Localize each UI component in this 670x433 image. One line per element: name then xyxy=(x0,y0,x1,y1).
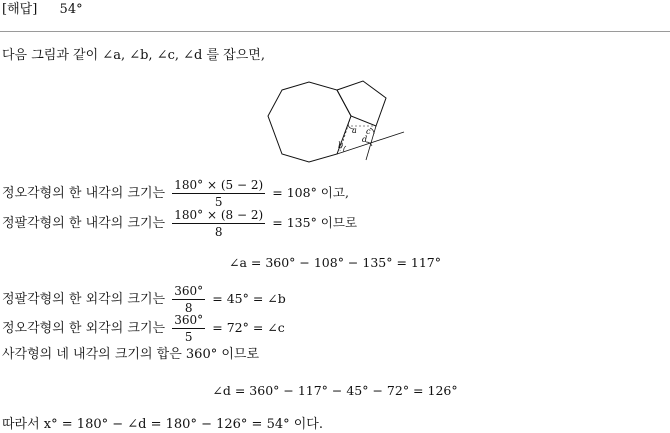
line-text: 정오각형의 한 외각의 크기는 xyxy=(2,321,166,336)
line-text: 정오각형의 한 내각의 크기는 xyxy=(2,186,166,201)
quadrilateral-sum-line: 사각형의 네 내각의 크기의 합은 360° 이므로 xyxy=(2,347,260,362)
answer-label: [해답] xyxy=(2,2,38,17)
answer-value: 54° xyxy=(59,2,83,17)
pentagon-interior-line xyxy=(2,178,349,209)
octagon-pentagon-figure xyxy=(262,76,408,168)
angle-label-a: a xyxy=(352,126,357,135)
octagon-interior-line xyxy=(2,208,357,239)
intro-text: 다음 그림과 같이 ∠a, ∠b, ∠c, ∠d 를 잡으면, xyxy=(2,48,265,63)
octagon-shape xyxy=(268,82,351,162)
fraction-numerator: 180° × (5 − 2) xyxy=(174,178,264,192)
equation-a: ∠a = 360° − 108° − 135° = 117° xyxy=(228,255,442,270)
fraction xyxy=(172,313,205,344)
angle-label-d: d xyxy=(362,135,368,144)
fraction xyxy=(172,284,205,315)
fraction-numerator: 360° xyxy=(174,313,204,327)
angle-label-c: c xyxy=(366,127,371,136)
fraction-denominator: 8 xyxy=(184,301,193,315)
fraction-denominator: 5 xyxy=(184,330,193,344)
pentagon-exterior-line xyxy=(2,313,285,344)
fraction xyxy=(172,178,265,209)
line-result: = 108° 이고, xyxy=(272,185,349,200)
line-result: = 72° = ∠c xyxy=(212,320,285,335)
angle-arc-c xyxy=(370,128,374,134)
fraction-denominator: 8 xyxy=(214,225,223,239)
fraction xyxy=(172,208,265,239)
line-result: = 45° = ∠b xyxy=(212,291,286,306)
line-text: 정팔각형의 한 내각의 크기는 xyxy=(2,216,166,231)
final-answer-line: 따라서 x° = 180° − ∠d = 180° − 126° = 54° 이다. xyxy=(2,417,324,432)
fraction-numerator: 360° xyxy=(174,284,204,298)
pentagon-shape xyxy=(337,81,386,126)
answer-header xyxy=(2,2,83,18)
angle-label-b: b xyxy=(338,141,344,150)
octagon-exterior-line xyxy=(2,284,286,315)
line-result: = 135° 이므로 xyxy=(272,215,358,230)
header-divider xyxy=(0,31,670,32)
fraction-denominator: 5 xyxy=(214,195,223,209)
equation-d: ∠d = 360° − 117° − 45° − 72° = 126° xyxy=(212,383,458,398)
line-text: 정팔각형의 한 외각의 크기는 xyxy=(2,292,166,307)
fraction-numerator: 180° × (8 − 2) xyxy=(174,208,264,222)
